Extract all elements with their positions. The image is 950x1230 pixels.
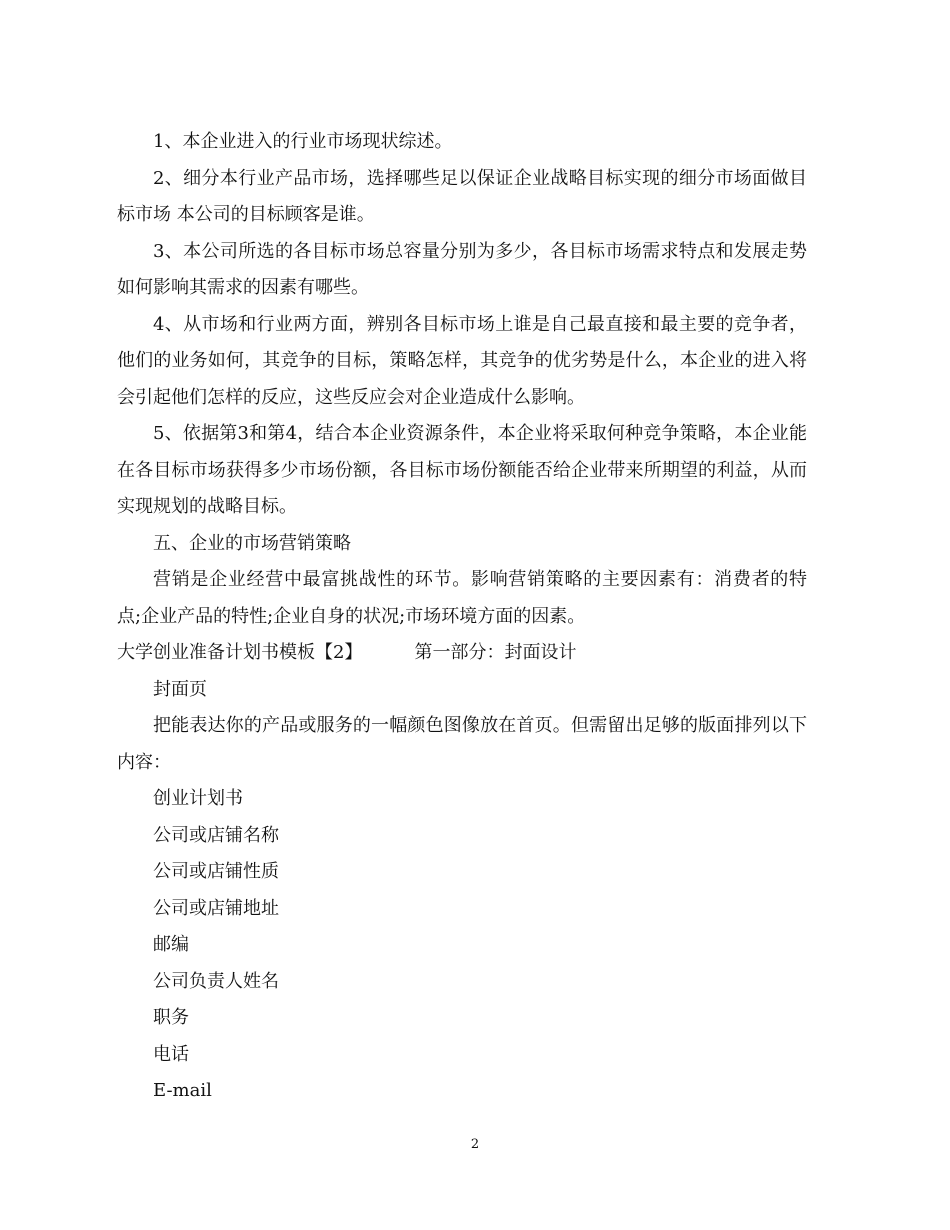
cover-heading: 封面页 [153, 678, 207, 700]
cover-item-email: E-mail [153, 1080, 212, 1101]
paragraph-industry-overview: 1、本企业进入的行业市场现状综述。 [153, 131, 453, 152]
paragraph-market-segmentation: 2、细分本行业产品市场，选择哪些足以保证企业战略目标实现的细分市场面做目标市场 本公司的目标顾客是谁。 [117, 167, 807, 225]
cover-item-phone: 电话 [153, 1043, 189, 1065]
section-title-line [117, 635, 807, 672]
paragraph-marketing-strategy-heading: 五、企业的市场营销策略 [153, 532, 351, 554]
paragraph-marketing-factors: 营销是企业经营中最富挑战性的环节。影响营销策略的主要因素有：消费者的特点;企业产品的特性;企业自身的状况;市场环境方面的因素。 [117, 569, 807, 627]
paragraph-competitors: 4、从市场和行业两方面，辨别各目标市场上谁是自己最直接和最主要的竞争者，他们的业务如何，其竞争的目标，策略怎样，其竞争的优劣势是什么，本企业的进入将会引起他们怎样的反应，这些反应会对企业造成什么影响。 [117, 313, 807, 408]
section-title: 大学创业准备计划书模板【2】 [117, 642, 363, 663]
page-number: 2 [470, 1137, 480, 1152]
cover-description: 把能表达你的产品或服务的一幅颜色图像放在首页。但需留出足够的版面排列以下内容： [117, 715, 807, 773]
paragraph-market-capacity: 3、本公司所选的各目标市场总容量分别为多少，各目标市场需求特点和发展走势如何影响其需求的因素有哪些。 [117, 240, 807, 298]
cover-item-company-type: 公司或店铺性质 [153, 861, 279, 882]
cover-item-plan-title: 创业计划书 [153, 788, 243, 809]
cover-item-postcode: 邮编 [153, 934, 189, 955]
document-body [117, 124, 807, 1110]
cover-item-company-name: 公司或店铺名称 [153, 824, 279, 846]
cover-item-company-address: 公司或店铺地址 [153, 897, 279, 919]
cover-item-manager-name: 公司负责人姓名 [153, 970, 279, 992]
paragraph-competitive-strategy: 5、依据第3和第4，结合本企业资源条件，本企业将采取何种竞争策略，本企业能在各目标市场获得多少市场份额，各目标市场份额能否给企业带来所期望的利益，从而实现规划的战略目标。 [117, 423, 807, 517]
section-subtitle: 第一部分：封面设计 [414, 642, 577, 663]
cover-item-position: 职务 [153, 1007, 189, 1028]
